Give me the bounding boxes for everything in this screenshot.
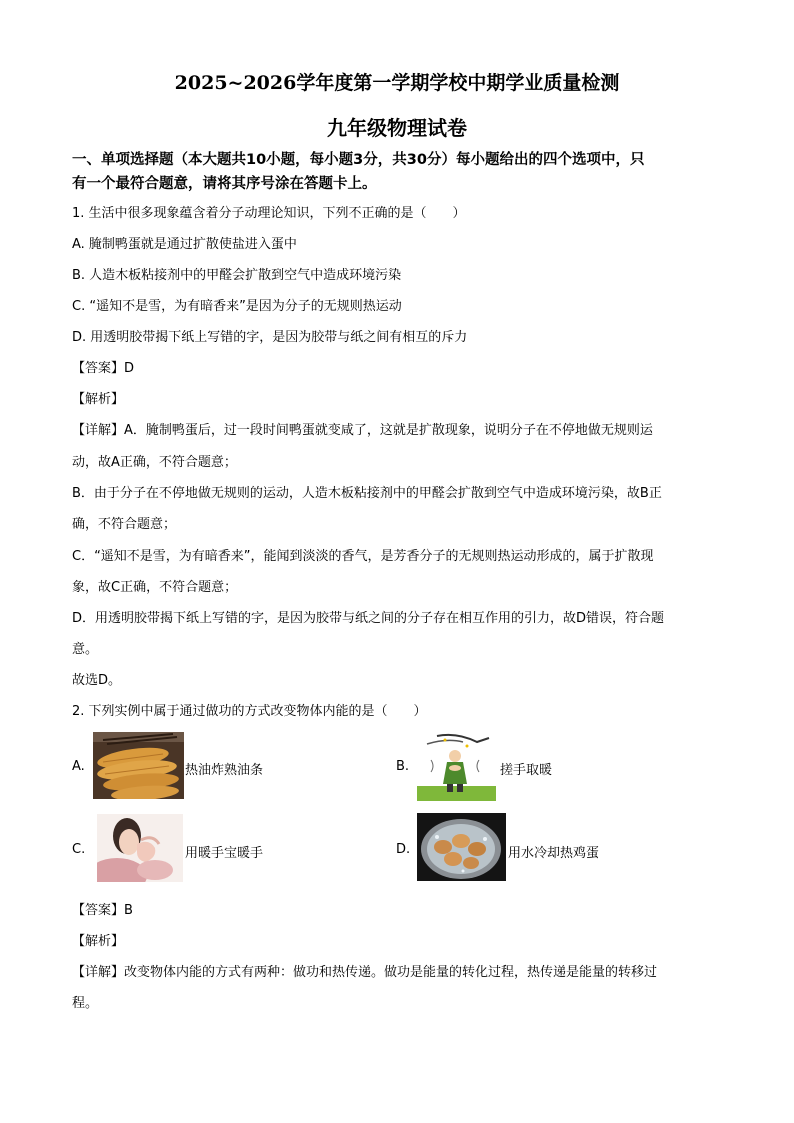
- q2-analysis-label: 【解析】: [72, 934, 125, 949]
- q2-option-c-letter: C.: [72, 842, 86, 857]
- section-instruction-line-1: 一、单项选择题（本大题共10小题，每小题3分，共30分）每小题给出的四个选项中，只: [72, 152, 645, 168]
- q1-option-d: D. 用透明胶带揭下纸上写错的字，是因为胶带与纸之间有相互的斥力: [72, 330, 468, 345]
- q2-option-d-text: 用水冷却热鸡蛋: [508, 846, 600, 861]
- q1-analysis-label: 【解析】: [72, 392, 125, 407]
- q1-answer: 【答案】D: [72, 361, 135, 376]
- q2-stem: 2. 下列实例中属于通过做功的方式改变物体内能的是（ ）: [72, 704, 427, 719]
- q1-detail-line: 【详解】A．腌制鸭蛋后，过一段时间鸭蛋就变咸了，这就是扩散现象，说明分子在不停地做无规则运: [72, 423, 653, 438]
- q2-detail-line: 程。: [72, 996, 99, 1011]
- q1-detail-line: B．由于分子在不停地做无规则的运动，人造木板粘接剂中的甲醛会扩散到空气中造成环境污染，故B正: [72, 486, 662, 501]
- q1-detail-line: 确，不符合题意；: [72, 517, 177, 532]
- q1-option-b: B. 人造木板粘接剂中的甲醛会扩散到空气中造成环境污染: [72, 268, 402, 283]
- q1-detail-line: 象，故C正确，不符合题意；: [72, 580, 238, 595]
- exam-title: 2025~2026学年度第一学期学校中期学业质量检测: [174, 72, 620, 94]
- q2-option-a-letter: A.: [72, 759, 85, 774]
- exam-subtitle: 九年级物理试卷: [327, 116, 467, 140]
- q2-option-b-text: 搓手取暖: [500, 763, 553, 778]
- q1-detail-line: 意。: [72, 642, 99, 657]
- hand-warmer-photo-icon: [97, 814, 183, 882]
- q1-option-a: A. 腌制鸭蛋就是通过扩散使盐进入蛋中: [72, 237, 297, 252]
- section-instruction-line-2: 有一个最符合题意，请将其序号涂在答题卡上。: [72, 176, 377, 192]
- q2-detail-line: 【详解】改变物体内能的方式有两种：做功和热传递。做功是能量的转化过程，热传递是能量的转移过: [72, 965, 658, 980]
- q2-answer: 【答案】B: [72, 903, 133, 918]
- rubbing-hands-cartoon-icon: [417, 730, 496, 801]
- q1-detail-line: 故选D。: [72, 673, 122, 688]
- q2-option-d-letter: D.: [396, 842, 411, 857]
- q2-option-c-text: 用暖手宝暖手: [185, 846, 264, 861]
- eggs-in-water-photo-icon: [417, 813, 506, 881]
- q2-option-b-letter: B.: [396, 759, 410, 774]
- q2-option-a-text: 热油炸熟油条: [185, 763, 264, 778]
- q1-detail-line: 动，故A正确，不符合题意；: [72, 455, 237, 470]
- fried-dough-photo-icon: [93, 732, 184, 799]
- q1-option-c: C. “遥知不是雪，为有暗香来”是因为分子的无规则热运动: [72, 299, 402, 314]
- q1-detail-line: D．用透明胶带揭下纸上写错的字，是因为胶带与纸之间的分子存在相互作用的引力，故D错误，符合题: [72, 611, 665, 626]
- q1-stem: 1. 生活中很多现象蕴含着分子动理论知识，下列不正确的是（ ）: [72, 206, 466, 221]
- q1-detail-line: C．“遥知不是雪，为有暗香来”，能闻到淡淡的香气，是芳香分子的无规则热运动形成的，属于扩散现: [72, 549, 654, 564]
